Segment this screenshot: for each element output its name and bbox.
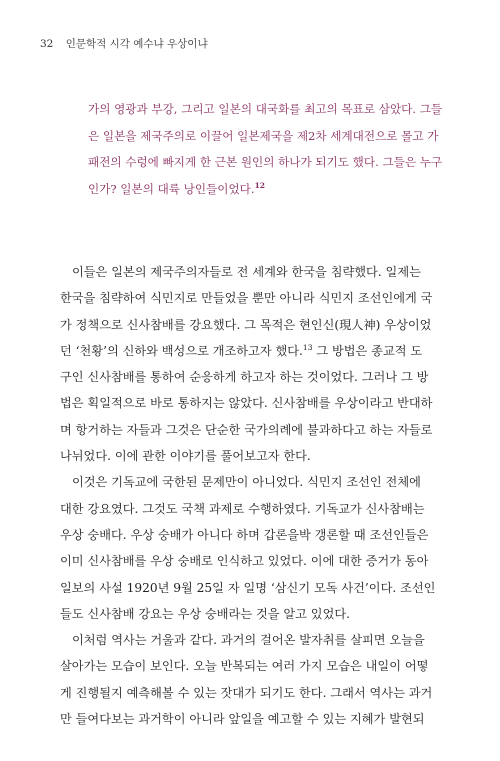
footnote-ref: 13 <box>302 342 313 352</box>
running-head-title: 인문학적 시각 예수냐 우상이냐 <box>65 38 208 50</box>
text-line: 며 항거하는 자들과 그것은 단순한 국가의례에 불과하다고 하는 자들로 <box>60 422 433 437</box>
text-line-with-footnote <box>60 338 460 364</box>
text-line: 이처럼 역사는 거울과 같다. 과거의 걸어온 발자취를 살피면 오늘을 <box>72 633 425 648</box>
running-head <box>40 36 208 51</box>
quote-line-text: 인가? 일본의 대륙 낭인들이었다. <box>88 181 255 196</box>
footnote-ref: 12 <box>254 180 265 190</box>
text-line: 나뉘었다. 이에 관한 이야기를 풀어보고자 한다. <box>60 449 311 464</box>
text-line: 구인 신사참배를 통하여 순응하게 하고자 하는 것이었다. 그러나 그 방 <box>60 370 429 385</box>
text-segment: 던 ‘천황’의 신하와 백성으로 개조하고자 했다. <box>60 343 303 358</box>
text-line: 이미 신사참배를 우상 숭배로 인식하고 있었다. 이에 대한 증거가 동아 <box>60 554 429 569</box>
text-line: 한국을 침략하여 식민지로 만들었을 뿐만 아니라 식민지 조선인에게 국 <box>60 291 433 306</box>
text-line: 이들은 일본의 제국주의자들로 전 세계와 한국을 침략했다. 일제는 <box>72 265 421 279</box>
paragraph <box>60 259 460 469</box>
paragraph <box>60 469 460 627</box>
text-line: 가 정책으로 신사참배를 강요했다. 그 목적은 현인신(現人神) 우상이었 <box>60 317 432 332</box>
page-number: 32 <box>40 38 54 50</box>
paragraph <box>60 627 460 732</box>
text-line: 살아가는 모습이 보인다. 오늘 반복되는 여러 가지 모습은 내일이 어떻 <box>60 659 429 674</box>
text-line: 대한 강요였다. 그것도 국책 과제로 수행하였다. 기독교가 신사참배는 <box>60 501 425 516</box>
text-line: 이것은 기독교에 국한된 문제만이 아니었다. 식민지 조선인 전체에 <box>72 475 421 490</box>
quote-line: 패전의 수렁에 빠지게 한 근본 원인의 하나가 되기도 했다. 그들은 누구 <box>88 155 443 169</box>
quote-line: 가의 영광과 부강, 그리고 일본의 대국화를 최고의 목표로 삼았다. 그들 <box>88 102 443 116</box>
text-line: 일보의 사설 1920년 9월 25일 자 일명 ‘삼신기 모독 사건’이다. 조선인 <box>60 580 436 595</box>
text-line: 들도 신사참배 강요는 우상 숭배라는 것을 알고 있었다. <box>60 606 351 621</box>
text-segment: 그 방법은 종교적 도 <box>312 343 423 358</box>
text-line: 우상 숭배다. 우상 숭배가 아니다 하며 갑론을박 갱론할 때 조선인들은 <box>60 527 429 542</box>
quote-line-last <box>88 176 460 203</box>
body-text <box>60 259 460 732</box>
text-line: 법은 획일적으로 바로 통하지는 않았다. 신사참배를 우상이라고 반대하 <box>60 396 433 411</box>
text-line: 게 진행될지 예측해볼 수 있는 잣대가 되기도 한다. 그래서 역사는 과거 <box>60 685 433 700</box>
block-quote <box>88 96 460 202</box>
quote-line: 은 일본을 제국주의로 이끌어 일본제국을 제2차 세계대전으로 몰고 가 <box>88 128 439 143</box>
text-line: 만 들여다보는 과거학이 아니라 앞일을 예고할 수 있는 지혜가 발현되 <box>60 712 425 727</box>
